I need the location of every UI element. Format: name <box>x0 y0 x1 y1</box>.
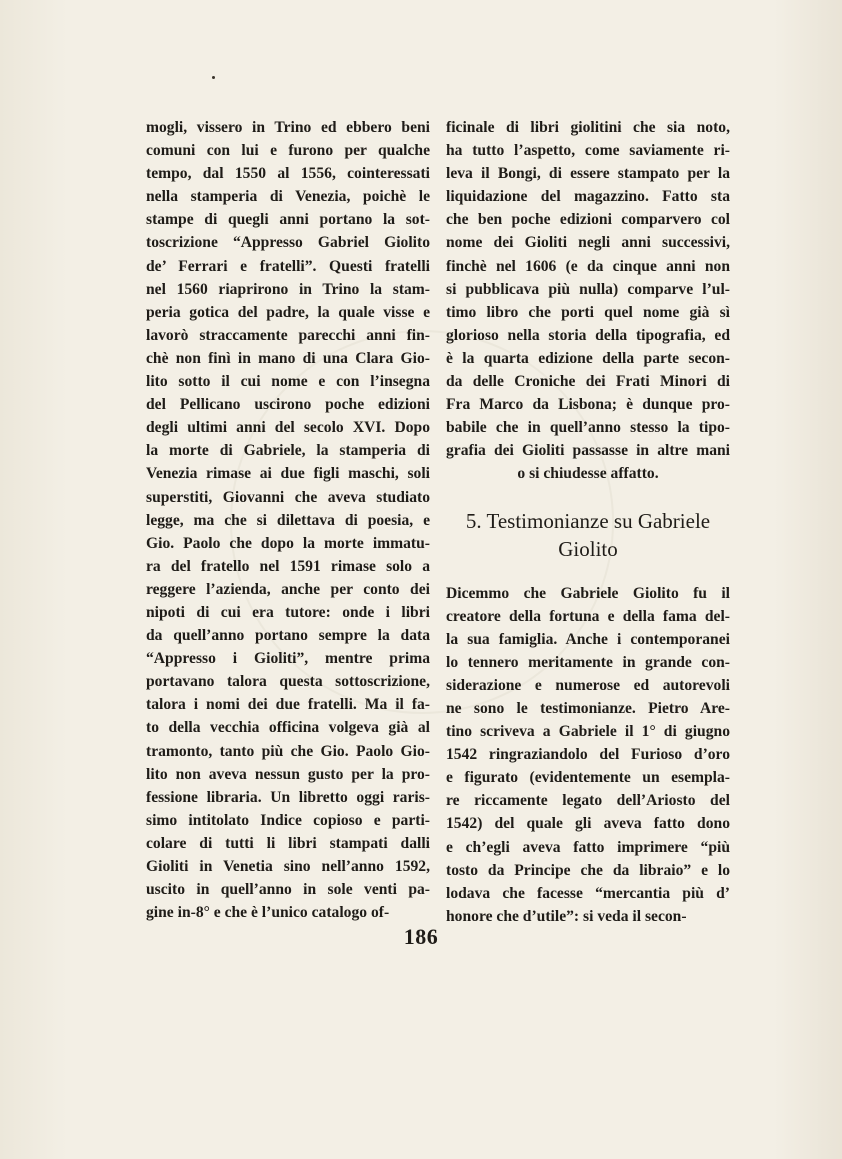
text-line: ficinale di libri giolitini che sia noto, <box>446 119 730 136</box>
text-line: babile che in quell’anno stesso la tipo- <box>446 419 730 437</box>
text-line: da quell’anno portano sempre la data <box>146 627 430 645</box>
text-line: timo libro che porti quel nome già sì <box>446 303 730 321</box>
text-line: glorioso nella storia della tipografia, ed <box>446 326 730 344</box>
text-line: chè non finì in mano di una Clara Gio- <box>146 349 430 367</box>
text-line: nome dei Gioliti negli anni successivi, <box>446 234 730 252</box>
text-line: lavorò straccamente parecchi anni fin- <box>146 326 430 344</box>
text-line: nella stamperia di Venezia, poichè le <box>146 188 430 206</box>
text-line: mogli, vissero in Trino ed ebbero beni <box>146 119 430 136</box>
text-line: creatore della fortuna e della fama del- <box>446 607 730 625</box>
text-line: liquidazione del magazzino. Fatto sta <box>446 188 730 206</box>
text-line: Dicemmo che Gabriele Giolito fu il <box>446 584 730 602</box>
text-line: fessione libraria. Un libretto oggi raris- <box>146 788 430 806</box>
text-line: del Pellicano uscirono poche edizioni <box>146 396 430 414</box>
text-line: simo intitolato Indice copioso e parti- <box>146 811 430 829</box>
text-line: uscito in quell’anno in sole venti pa- <box>146 881 430 899</box>
section-heading <box>446 507 730 564</box>
text-line: honore che d’utile”: si veda il secon- <box>446 907 687 925</box>
text-line: o si chiudesse affatto. <box>517 465 659 483</box>
text-line: nel 1560 riaprirono in Trino la stam- <box>146 280 430 298</box>
right-column-top-text <box>446 116 730 486</box>
text-line: superstiti, Giovanni che aveva studiato <box>146 488 430 506</box>
text-line: 1542) del quale gli aveva fatto dono <box>446 815 730 833</box>
text-line: nipoti di cui era tutore: onde i libri <box>146 603 430 621</box>
text-line: toscrizione “Appresso Gabriel Giolito <box>146 234 430 252</box>
text-line: ha tutto l’aspetto, come saviamente ri- <box>446 142 730 160</box>
text-line: ne sono le testimonianze. Pietro Are- <box>446 699 730 717</box>
text-line: è la quarta edizione della parte secon- <box>446 349 730 367</box>
text-line: grafia dei Gioliti passasse in altre mani <box>446 442 730 460</box>
text-line: de’ Ferrari e fratelli”. Questi fratelli <box>146 257 430 275</box>
text-line: colare di tutti li libri stampati dalli <box>146 834 430 852</box>
right-column <box>446 116 730 928</box>
text-line: e figurato (evidentemente un esempla- <box>446 769 730 787</box>
text-line: e ch’egli aveva fatto imprimere “più <box>446 838 730 856</box>
section-heading-line-1: 5. Testimonianze su Gabriele <box>465 508 711 533</box>
text-line: gine in-8° e che è l’unico catalogo of- <box>146 904 390 922</box>
text-line: lito sotto il cui nome e con l’insegna <box>146 373 430 391</box>
text-line: ra del fratello nel 1591 rimase solo a <box>146 557 430 575</box>
text-line: portavano talora questa sottoscrizione, <box>146 673 430 691</box>
text-line: reggere l’azienda, anche per conto dei <box>146 580 430 598</box>
right-column-bottom-text <box>446 582 730 928</box>
left-column <box>146 116 430 924</box>
text-line: leva il Bongi, di essere stampato per la <box>446 165 730 183</box>
text-line: finchè nel 1606 (e da cinque anni non <box>446 257 730 275</box>
text-line: re riccamente legato dell’Ariosto del <box>446 792 730 810</box>
text-line: to della vecchia officina volgeva già al <box>146 719 430 737</box>
text-line: tosto da Principe che da libraio” e lo <box>446 861 730 879</box>
text-line: legge, ma che si dilettava di poesia, e <box>146 511 430 529</box>
text-line: 1542 ringraziandolo del Furioso d’oro <box>446 746 730 764</box>
section-heading-line-2: Giolito <box>558 537 618 561</box>
ink-dot <box>212 76 215 79</box>
text-line: la sua famiglia. Anche i contemporanei <box>446 630 730 648</box>
text-line: siderazione e numerose ed autorevoli <box>446 676 730 694</box>
text-line: da delle Croniche dei Frati Minori di <box>446 373 730 391</box>
page-number: 186 <box>403 924 439 949</box>
text-line: comuni con lui e furono per qualche <box>146 142 430 160</box>
text-line: tempo, dal 1550 al 1556, cointeressati <box>146 165 430 183</box>
text-line: tramonto, tanto più che Gio. Paolo Gio- <box>146 742 430 760</box>
text-line: Venezia rimase ai due figli maschi, soli <box>146 465 430 483</box>
text-line: si pubblicava più nulla) comparve l’ul- <box>446 280 730 298</box>
text-line: degli ultimi anni del secolo XVI. Dopo <box>146 419 430 437</box>
text-line: lito non aveva nessun gusto per la pro- <box>146 765 430 783</box>
text-line: talora i nomi dei due fratelli. Ma il fa- <box>146 696 430 714</box>
text-line: Gio. Paolo che dopo la morte immatu- <box>146 534 430 552</box>
text-line: peria gotica del padre, la quale visse e <box>146 303 430 321</box>
text-line: la morte di Gabriele, la stamperia di <box>146 442 430 460</box>
text-line: lo tennero meritamente in grande con- <box>446 653 730 671</box>
text-line: stampe di quegli anni portano la sot- <box>146 211 430 229</box>
text-line: lodava che facesse “mercantia più d’ <box>446 884 730 902</box>
text-line: Fra Marco da Lisbona; è dunque pro- <box>446 396 730 414</box>
text-line: che ben poche edizioni comparvero col <box>446 211 730 229</box>
text-line: “Appresso i Gioliti”, mentre prima <box>146 650 430 668</box>
text-line: tino scriveva a Gabriele il 1° di giugno <box>446 723 730 741</box>
text-line: Gioliti in Venetia sino nell’anno 1592, <box>146 858 430 875</box>
